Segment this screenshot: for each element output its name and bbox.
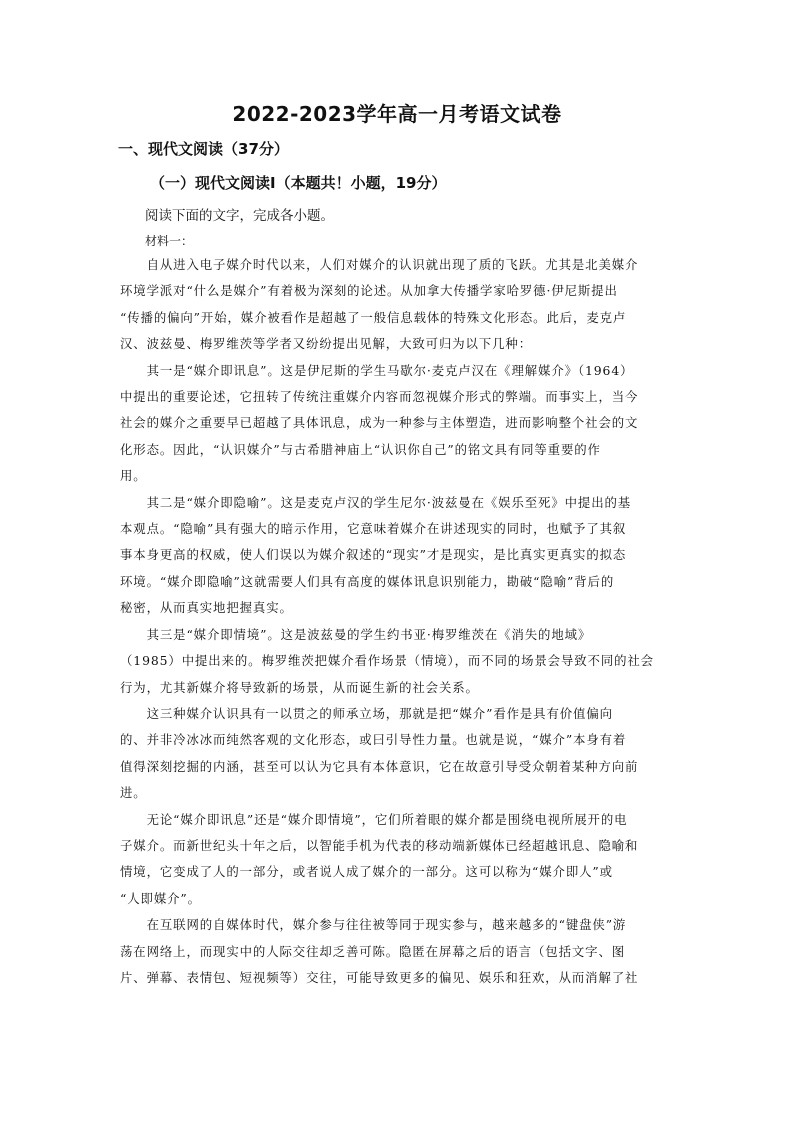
text-line: 其二是“媒介即隐喻”。这是麦克卢汉的学生尼尔·波兹曼在《娱乐至死》中提出的基: [120, 494, 632, 510]
text-line: 的、并非冷冰冰而纯然客观的文化形态，或曰引导性力量。也就是说，“媒介”本身有着: [120, 732, 627, 748]
text-line: 片、弹幕、表情包、短视频等）交往，可能导致更多的偏见、娱乐和狂欢，从而消解了社: [120, 969, 639, 985]
text-line: 进。: [120, 785, 147, 801]
paragraph: [120, 490, 675, 622]
text-line: 环境。“媒介即隐喻”这就需要人们具有高度的媒体讯息识别能力，勘破“隐喻”背后的: [120, 573, 615, 589]
text-line: 其三是“媒介即情境”。这是波兹曼的学生约书亚·梅罗维茨在《消失的地域》: [120, 626, 592, 642]
paragraph: [120, 252, 675, 358]
text-line: “人即媒介”。: [120, 890, 201, 906]
text-line: 荡在网络上，而现实中的人际交往却乏善可陈。隐匿在屏幕之后的语言（包括文字、图: [120, 943, 626, 959]
text-line: 用。: [120, 468, 147, 484]
text-line: 社会的媒介之重要早已超越了具体讯息，成为一种参与主体塑造，进而影响整个社会的文: [120, 415, 639, 431]
text-line: 中提出的重要论述，它扭转了传统注重媒介内容而忽视媒介形式的弊端。而事实上，当今: [120, 389, 639, 405]
reading-instruction: 阅读下面的文字，完成各小题。: [145, 208, 334, 224]
text-line: 自从进入电子媒介时代以来，人们对媒介的认识就出现了质的飞跃。尤其是北美媒介: [120, 257, 639, 272]
text-line: 秘密，从而真实地把握真实。: [120, 600, 293, 616]
text-line: 这三种媒介认识具有一以贯之的师承立场，那就是把“媒介”看作是具有价值偏向: [120, 705, 613, 721]
passage-body: [120, 252, 675, 991]
subsection-heading: （一）现代文阅读Ⅰ（本题共！小题，19分）: [150, 174, 447, 192]
text-line: 本观点。“隐喻”具有强大的暗示作用，它意味着媒介在讲述现实的同时，也赋予了其叙: [120, 521, 627, 537]
text-line: 子媒介。而新世纪头十年之后，以智能手机为代表的移动端新媒体已经超越讯息、隐喻和: [120, 837, 639, 853]
text-line: 情境，它变成了人的一部分，或者说人成了媒介的一部分。这可以称为“媒介即人”或: [120, 864, 613, 880]
material-label: 材料一：: [145, 234, 194, 248]
text-line: 环境学派对“什么是媒介”有着极为深刻的论述。从加拿大传播学家哈罗德·伊尼斯提出: [120, 283, 618, 299]
paragraph: [120, 358, 675, 490]
text-line: 无论“媒介即讯息”还是“媒介即情境”，它们所着眼的媒介都是围绕电视所展开的电: [120, 811, 628, 827]
text-line: 其一是“媒介即讯息”。这是伊尼斯的学生马歇尔·麦克卢汉在《理解媒介》（1964）: [120, 362, 634, 378]
exam-title: 2022-2023学年高一月考语文试卷: [232, 102, 562, 126]
text-line: （1985）中提出来的。梅罗维茨把媒介看作场景（情境），而不同的场景会导致不同的社会: [120, 653, 654, 669]
text-line: 行为，尤其新媒介将导致新的场景，从而诞生新的社会关系。: [120, 679, 479, 695]
text-line: “传播的偏向”开始，媒介被看作是超越了一般信息载体的特殊文化形态。此后，麦克卢: [120, 309, 627, 325]
text-line: 化形态。因此，“认识媒介”与古希腊神庙上“认识你自己”的铭文具有同等重要的作: [120, 441, 601, 457]
section-heading: 一、现代文阅读（37分）: [118, 140, 289, 158]
paragraph: [120, 912, 675, 991]
paragraph: [120, 807, 675, 913]
paragraph: [120, 701, 675, 807]
text-line: 值得深刻挖掘的内涵，甚至可以认为它具有本体意识，它在故意引导受众朝着某种方向前: [120, 758, 639, 774]
text-line: 在互联网的自媒体时代，媒介参与往往被等同于现实参与，越来越多的“键盘侠”游: [120, 917, 627, 933]
paragraph: [120, 622, 675, 701]
text-line: 汉、波兹曼、梅罗维茨等学者又纷纷提出见解，大致可归为以下几种：: [120, 336, 533, 352]
text-line: 事本身更高的权威，使人们误以为媒介叙述的“现实”才是现实，是比真实更真实的拟态: [120, 547, 627, 563]
